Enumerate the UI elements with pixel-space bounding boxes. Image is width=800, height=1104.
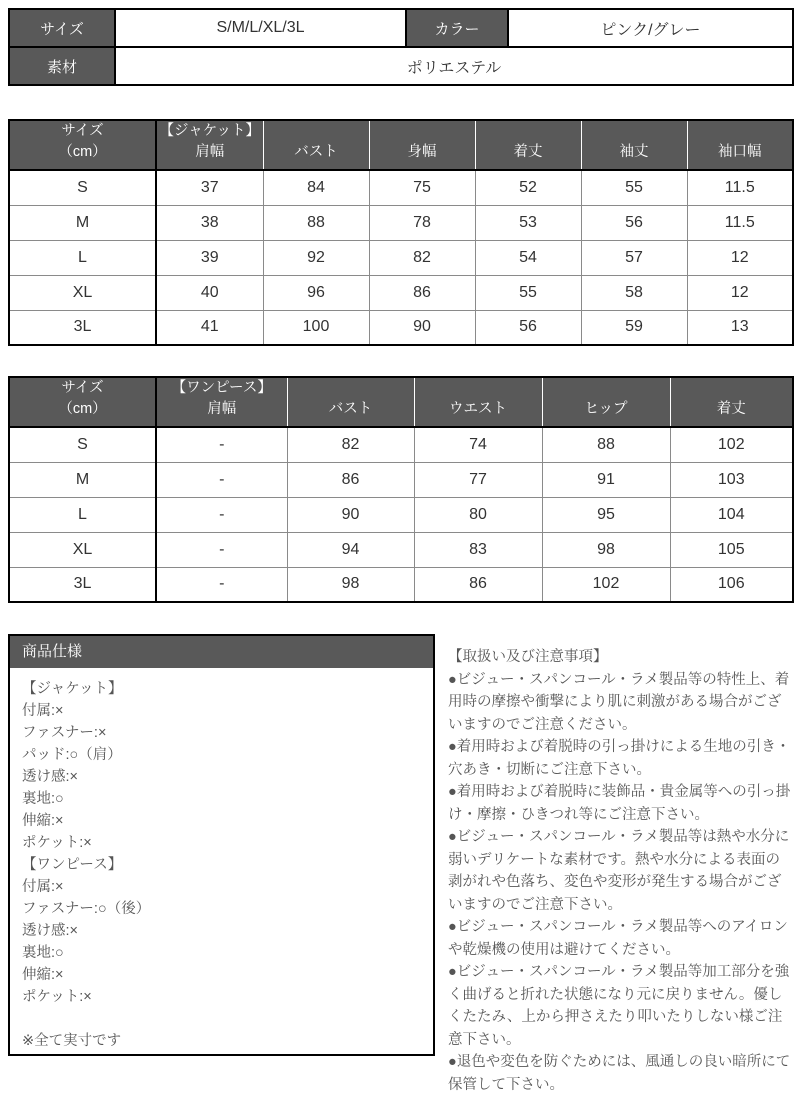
measurement-cell: 57 [581, 240, 687, 275]
material-value-cell: ポリエステル [115, 47, 793, 85]
shoulder-header-line2: 肩幅 [207, 401, 237, 417]
measurement-cell: 98 [542, 532, 670, 567]
care-notes-title: 【取扱い及び注意事項】 [448, 649, 608, 665]
spec-line-blank [22, 1008, 421, 1030]
care-note-item: ●ビジュー・スパンコール・ラメ製品等の特性上、着用時の摩擦や衝撃により肌に刺激がある場合がございますのでご注意ください。 [448, 671, 790, 733]
measurement-cell: 55 [581, 170, 687, 205]
measurement-cell: 102 [670, 427, 793, 462]
spec-line: パッド:○（肩） [22, 747, 122, 763]
measurement-cell: 86 [414, 567, 542, 602]
spec-line: ファスナー:○（後） [22, 901, 151, 917]
size-cell: 3L [9, 567, 156, 602]
size-header-line1: サイズ [61, 380, 104, 396]
color-label-cell: カラー [406, 9, 508, 47]
spec-line: 透け感:× [22, 923, 78, 939]
size-cell: 3L [9, 310, 156, 345]
spec-line: 伸縮:× [22, 813, 64, 829]
measurement-cell: 11.5 [687, 205, 793, 240]
jacket-length-col-header: 着丈 [475, 120, 581, 170]
spec-line: 裏地:○ [22, 945, 64, 961]
measurement-cell: - [156, 462, 287, 497]
measurement-cell: 91 [542, 462, 670, 497]
spec-line: 裏地:○ [22, 791, 64, 807]
measurement-cell: 37 [156, 170, 263, 205]
care-notes [448, 634, 792, 1096]
measurement-cell: 88 [263, 205, 369, 240]
measurement-cell: - [156, 532, 287, 567]
measurement-cell: 74 [414, 427, 542, 462]
size-cell: L [9, 497, 156, 532]
spec-line-note: ※全て実寸です [22, 1033, 122, 1049]
measurement-cell: 59 [581, 310, 687, 345]
measurement-cell: 77 [414, 462, 542, 497]
care-note-item: ●退色や変色を防ぐためには、風通しの良い暗所にて保管して下さい。 [448, 1054, 791, 1093]
spec-line: 【ジャケット】 [22, 681, 123, 697]
size-cell: XL [9, 275, 156, 310]
size-cell: S [9, 170, 156, 205]
measurement-cell: 82 [287, 427, 414, 462]
measurement-cell: 11.5 [687, 170, 793, 205]
measurement-cell: 56 [581, 205, 687, 240]
color-value-cell: ピンク/グレー [508, 9, 793, 47]
onepiece-length-col-header: 着丈 [670, 377, 793, 427]
size-header-line1: サイズ [61, 123, 104, 139]
measurement-cell: 92 [263, 240, 369, 275]
measurement-cell: 75 [369, 170, 475, 205]
measurement-cell: 58 [581, 275, 687, 310]
care-note-item: ●着用時および着脱時の引っ掛けによる生地の引き・穴あき・切断にご注意下さい。 [448, 739, 791, 778]
measurement-cell: 95 [542, 497, 670, 532]
measurement-cell: 82 [369, 240, 475, 275]
size-label-cell: サイズ [9, 9, 115, 47]
product-summary-table [8, 8, 794, 86]
measurement-cell: 96 [263, 275, 369, 310]
spec-line: ファスナー:× [22, 725, 107, 741]
jacket-bodywidth-col-header: 身幅 [369, 120, 475, 170]
summary-row-size-color [9, 9, 793, 47]
onepiece-row-3l [9, 567, 793, 602]
product-spec-title: 商品仕様 [10, 636, 433, 668]
measurement-cell: 94 [287, 532, 414, 567]
shoulder-header-line2: 肩幅 [195, 144, 225, 160]
care-note-item: ●ビジュー・スパンコール・ラメ製品等加工部分を強く曲げると折れた状態になり元に戻りません。優しくたたみ、上から押さえたり叩いたりしない様ご注意下さい。 [448, 964, 790, 1048]
onepiece-row-l [9, 497, 793, 532]
measurement-cell: 84 [263, 170, 369, 205]
summary-row-material [9, 47, 793, 85]
spec-line: ポケット:× [22, 835, 92, 851]
measurement-cell: 39 [156, 240, 263, 275]
measurement-cell: 80 [414, 497, 542, 532]
onepiece-shoulder-col-header [156, 377, 287, 427]
measurement-cell: 103 [670, 462, 793, 497]
measurement-cell: 41 [156, 310, 263, 345]
jacket-size-col-header [9, 120, 156, 170]
size-cell: M [9, 462, 156, 497]
onepiece-bust-col-header: バスト [287, 377, 414, 427]
spec-line: ポケット:× [22, 989, 92, 1005]
onepiece-size-col-header [9, 377, 156, 427]
measurement-cell: 78 [369, 205, 475, 240]
spec-line: 【ワンピース】 [22, 857, 123, 873]
measurement-cell: 102 [542, 567, 670, 602]
size-header-line2: （cm） [58, 401, 107, 417]
jacket-shoulder-col-header [156, 120, 263, 170]
size-value-cell: S/M/L/XL/3L [115, 9, 406, 47]
measurement-cell: 55 [475, 275, 581, 310]
measurement-cell: 90 [369, 310, 475, 345]
onepiece-hip-col-header: ヒップ [542, 377, 670, 427]
size-cell: M [9, 205, 156, 240]
shoulder-header-line1: 【ワンピース】 [171, 380, 272, 396]
measurement-cell: 53 [475, 205, 581, 240]
measurement-cell: 88 [542, 427, 670, 462]
measurement-cell: 86 [369, 275, 475, 310]
spec-line: 透け感:× [22, 769, 78, 785]
bottom-section [8, 634, 792, 1096]
size-cell: L [9, 240, 156, 275]
measurement-cell: 12 [687, 240, 793, 275]
measurement-cell: - [156, 497, 287, 532]
onepiece-row-m [9, 462, 793, 497]
measurement-cell: 83 [414, 532, 542, 567]
measurement-cell: 106 [670, 567, 793, 602]
onepiece-row-s [9, 427, 793, 462]
measurement-cell: 98 [287, 567, 414, 602]
jacket-cuff-col-header: 袖口幅 [687, 120, 793, 170]
jacket-row-3l [9, 310, 793, 345]
care-note-item: ●着用時および着脱時に装飾品・貴金属等への引っ掛け・摩擦・ひきつれ等にご注意下さい。 [448, 784, 791, 823]
jacket-row-s [9, 170, 793, 205]
measurement-cell: 52 [475, 170, 581, 205]
product-spec-content [10, 668, 433, 1052]
jacket-header-row [9, 120, 793, 170]
care-note-item: ●ビジュー・スパンコール・ラメ製品等は熱や水分に弱いデリケートな素材です。熱や水分による表面の剥がれや色落ち、変色や変形が発生する場合がございますのでご注意下さい。 [448, 829, 790, 913]
measurement-cell: - [156, 567, 287, 602]
size-cell: XL [9, 532, 156, 567]
onepiece-row-xl [9, 532, 793, 567]
jacket-row-xl [9, 275, 793, 310]
measurement-cell: 40 [156, 275, 263, 310]
jacket-bust-col-header: バスト [263, 120, 369, 170]
measurement-cell: 100 [263, 310, 369, 345]
onepiece-waist-col-header: ウエスト [414, 377, 542, 427]
measurement-cell: 56 [475, 310, 581, 345]
jacket-sleeve-col-header: 袖丈 [581, 120, 687, 170]
care-note-item: ●ビジュー・スパンコール・ラメ製品等へのアイロンや乾燥機の使用は避けてください。 [448, 919, 788, 958]
spec-line: 伸縮:× [22, 967, 64, 983]
measurement-cell: 12 [687, 275, 793, 310]
measurement-cell: 86 [287, 462, 414, 497]
size-cell: S [9, 427, 156, 462]
measurement-cell: 105 [670, 532, 793, 567]
measurement-cell: 38 [156, 205, 263, 240]
measurement-cell: 90 [287, 497, 414, 532]
shoulder-header-line1: 【ジャケット】 [159, 123, 260, 139]
spec-line: 付属:× [22, 879, 64, 895]
jacket-row-m [9, 205, 793, 240]
jacket-row-l [9, 240, 793, 275]
measurement-cell: 104 [670, 497, 793, 532]
measurement-cell: - [156, 427, 287, 462]
onepiece-header-row [9, 377, 793, 427]
product-spec-panel [8, 634, 435, 1056]
onepiece-size-table [8, 376, 794, 603]
spec-line: 付属:× [22, 703, 64, 719]
material-label-cell: 素材 [9, 47, 115, 85]
measurement-cell: 13 [687, 310, 793, 345]
jacket-size-table [8, 119, 794, 346]
size-header-line2: （cm） [58, 144, 107, 160]
measurement-cell: 54 [475, 240, 581, 275]
